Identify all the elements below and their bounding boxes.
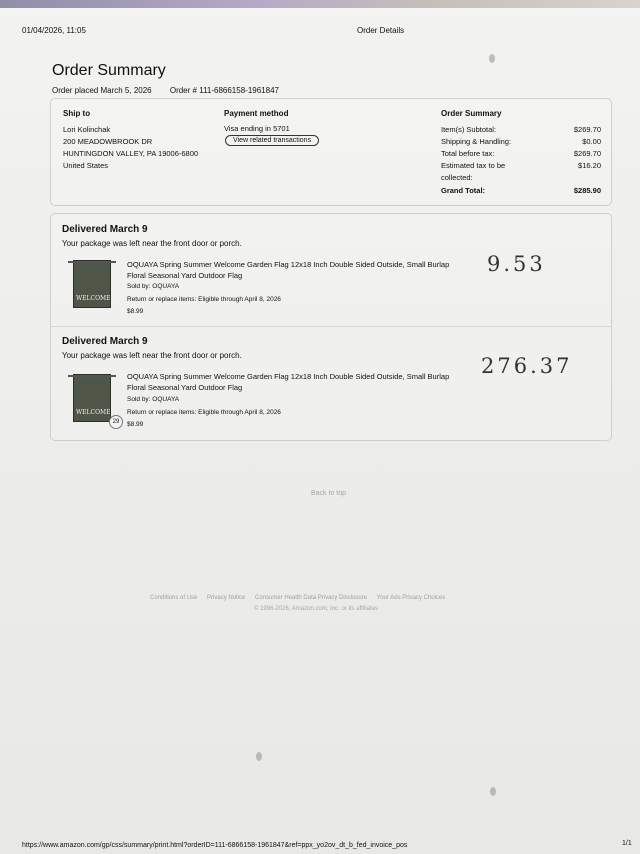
paper-speck xyxy=(490,787,496,796)
handwritten-note: 9.53 xyxy=(487,252,546,276)
product-thumbnail[interactable] xyxy=(73,374,111,422)
grand-total-value: $285.90 xyxy=(573,186,601,195)
order-meta xyxy=(52,86,279,95)
item-title-link[interactable]: OQUAYA Spring Summer Welcome Garden Flag 12x18 Inch Double Sided Outside, Small Burlap Floral Seasonal Yard Outdoor Flag xyxy=(127,260,450,280)
summary-label: Estimated tax to be xyxy=(441,161,506,170)
sold-by: Sold by: OQUAYA xyxy=(127,396,180,403)
summary-value: $269.70 xyxy=(573,125,601,134)
item-title-link[interactable]: OQUAYA Spring Summer Welcome Garden Flag 12x18 Inch Double Sided Outside, Small Burlap Floral Seasonal Yard Outdoor Flag xyxy=(127,372,450,392)
summary-row-tax-cont xyxy=(441,173,601,182)
shipment-status: Delivered March 9 xyxy=(62,224,148,235)
order-info-panel xyxy=(50,98,612,206)
summary-label: Item(s) Subtotal: xyxy=(441,125,497,134)
grand-total-label: Grand Total: xyxy=(441,186,486,195)
shipments-panel xyxy=(50,213,612,441)
print-datetime: 01/04/2026, 11:05 xyxy=(22,26,86,35)
payment-card: Visa ending in 5701 xyxy=(224,124,290,133)
summary-label: Total before tax: xyxy=(441,149,495,158)
summary-row-grand-total xyxy=(441,186,601,195)
order-placed-date: Order placed March 5, 2026 xyxy=(52,86,152,95)
footer-link-privacy[interactable]: Privacy Notice xyxy=(207,595,246,601)
flag-pole xyxy=(68,375,116,377)
product-thumbnail[interactable] xyxy=(73,260,111,308)
summary-row-shipping xyxy=(441,137,601,146)
shipment-divider xyxy=(51,326,611,327)
sold-by: Sold by: OQUAYA xyxy=(127,283,180,290)
summary-value: $0.00 xyxy=(582,137,601,146)
summary-value: $269.70 xyxy=(573,149,601,158)
print-url: https://www.amazon.com/gp/css/summary/print.html?orderID=111-6866158-1961847&ref=ppx_yo2ov_dt_b_fed_invoice_pos xyxy=(22,842,408,849)
summary-label: collected: xyxy=(441,173,473,182)
handwritten-note: 276.37 xyxy=(481,354,573,378)
thumbnail-text: WELCOME xyxy=(76,295,111,302)
background-strip xyxy=(0,0,640,8)
page-title: Order Summary xyxy=(52,62,166,79)
paper-speck xyxy=(256,752,262,761)
summary-row-tax xyxy=(441,161,601,170)
order-summary-heading: Order Summary xyxy=(441,109,502,118)
footer-link-conditions[interactable]: Conditions of Use xyxy=(150,595,198,601)
footer-link-ads-privacy[interactable]: Your Ads Privacy Choices xyxy=(376,595,446,601)
summary-row-subtotal xyxy=(441,125,601,134)
return-eligibility: Return or replace items: Eligible through April 8, 2026 xyxy=(127,409,281,416)
footer-links xyxy=(150,595,445,601)
paper-speck xyxy=(489,54,495,63)
ship-to-street: 200 MEADOWBROOK DR xyxy=(63,137,153,146)
item-price: $8.99 xyxy=(127,421,144,428)
thumbnail-text: WELCOME xyxy=(76,409,111,416)
footer-link-health-data[interactable]: Consumer Health Data Privacy Disclosure xyxy=(255,595,368,601)
ship-to-heading: Ship to xyxy=(63,109,91,118)
return-eligibility: Return or replace items: Eligible through April 8, 2026 xyxy=(127,296,281,303)
flag-pole xyxy=(68,261,116,263)
payment-heading: Payment method xyxy=(224,109,289,118)
ship-to-city: HUNTINGDON VALLEY, PA 19006-6800 xyxy=(63,149,199,158)
summary-row-before-tax xyxy=(441,149,601,158)
shipment-note: Your package was left near the front door or porch. xyxy=(62,351,242,360)
summary-label: Shipping & Handling: xyxy=(441,137,512,146)
view-transactions-button[interactable]: View related transactions xyxy=(225,135,319,146)
print-header-title: Order Details xyxy=(357,26,405,35)
shipment-status: Delivered March 9 xyxy=(62,336,148,347)
ship-to-name: Lori Kolinchak xyxy=(63,125,111,134)
copyright: © 1996-2026, Amazon.com, Inc. or its affiliates xyxy=(254,606,379,612)
order-number: Order # 111-6866158-1961847 xyxy=(169,86,279,95)
item-price: $8.99 xyxy=(127,308,144,315)
shipment-note: Your package was left near the front door or porch. xyxy=(62,239,242,248)
ship-to-country: United States xyxy=(63,161,109,170)
quantity-badge: 29 xyxy=(109,415,123,429)
page-number: 1/1 xyxy=(622,840,632,847)
summary-value: $16.20 xyxy=(578,161,601,170)
back-to-top-link[interactable]: Back to top xyxy=(311,490,347,497)
